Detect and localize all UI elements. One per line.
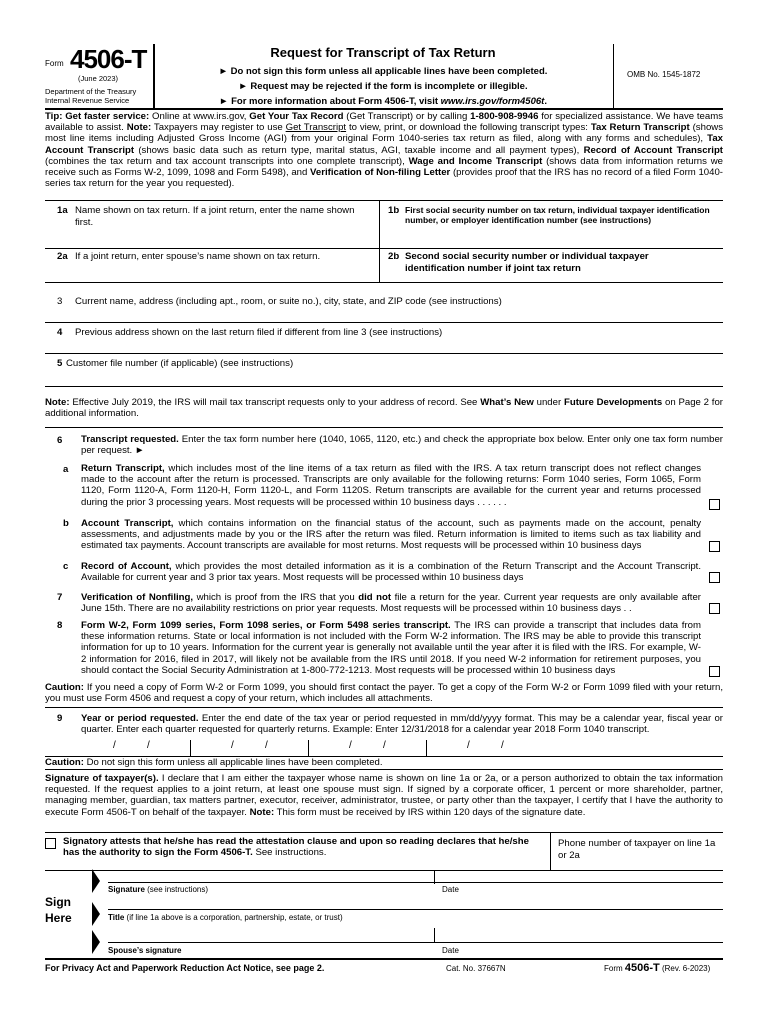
caution-do-not-sign: Caution: Do not sign this form unless all applicable lines have been completed.: [45, 757, 383, 768]
period-date-row: [81, 740, 561, 756]
line-6a-text: Return Transcript, which includes most of the line items of a tax return as filed with the IRS. A tax return transcript does not reflect changes made to the account after the return is processed. Transcripts are only available for the following returns: Form 1040 series, Form 1065, Form 1120, Form 1120-A, Form 1120-H, Form 1120-L, and Form 1120S. Return transcripts are available for the current year and returns processed during the prior 3 processing years. Most requests will be processed within 10 business days . . . . . .: [81, 463, 701, 508]
nonfiling-checkbox[interactable]: [709, 603, 720, 614]
taxpayer-date-field[interactable]: [436, 872, 723, 882]
period-date-1[interactable]: / /: [81, 740, 191, 756]
line-3-field[interactable]: [45, 308, 723, 322]
line-9-number: 9: [57, 713, 63, 724]
period-date-4[interactable]: / /: [467, 740, 504, 751]
caution-w2-copy: Caution: If you need a copy of Form W-2 or Form 1099, you should first contact the payer. To get a copy of the Form W-2 or Form 1099 filed with your return, you must use Form 4506 and request a copy of your return, which includes all attachments.: [45, 682, 723, 705]
line-2a-label: If a joint return, enter spouse’s name shown on tax return.: [75, 251, 321, 262]
date-label-2: Date: [442, 946, 459, 955]
sign-label: Sign: [45, 895, 71, 909]
spouse-signature-field[interactable]: [108, 930, 433, 942]
tax-form-number-input[interactable]: [215, 445, 515, 457]
line-6a-letter: a: [63, 464, 69, 475]
line-6b-letter: b: [63, 518, 69, 529]
bullet3-suffix: .: [544, 96, 547, 107]
line-7-number: 7: [57, 592, 63, 603]
signature-label: Signature (see instructions): [108, 885, 209, 894]
line-1b-number: 1b: [388, 205, 400, 216]
line-4-number: 4: [57, 327, 63, 338]
here-label: Here: [45, 911, 72, 925]
line-2b-number: 2b: [388, 251, 400, 262]
form-revision: (June 2023): [78, 74, 119, 83]
header-bullet-1: ► Do not sign this form unless all applicable lines have been completed.: [218, 66, 548, 77]
return-transcript-checkbox[interactable]: [709, 499, 720, 510]
catalog-number: Cat. No. 37667N: [446, 964, 506, 973]
form-label: Form: [45, 59, 64, 68]
irs-form-link[interactable]: www.irs.gov/form4506t: [440, 96, 545, 107]
phone-number-field[interactable]: [551, 862, 723, 870]
signature-declaration: Signature of taxpayer(s). I declare that I am either the taxpayer whose name is shown on line 1a or 2a, or a person authorized to obtain the tax information requested. If the request applies to a joint return, at least one spouse must sign. If signed by a corporate officer, 1 percent or more shareholder, partner, managing member, guardian, tax matters partner, executor, receiver, administrator, trustee, or party other than the taxpayer, I certify that I have the authority to execute Form 4506-T on behalf of the taxpayer. Note: This form must be received by IRS within 120 days of the signature date.: [45, 773, 723, 818]
privacy-notice: For Privacy Act and Paperwork Reduction Act Notice, see page 2.: [45, 963, 325, 973]
bullet3-text: ► For more information about Form 4506-T, visit: [219, 96, 441, 107]
title-field[interactable]: [108, 898, 723, 909]
line-3-label: Current name, address (including apt., room, or suite no.), city, state, and ZIP code (see instructions): [75, 296, 502, 307]
line-1a-label: Name shown on tax return. If a joint return, enter the name shown first.: [75, 205, 355, 228]
footer-form-number: Form 4506-T (Rev. 6-2023): [604, 962, 711, 974]
header-bullet-2: ► Request may be rejected if the form is incomplete or illegible.: [238, 81, 528, 92]
sign-arrow-2: [92, 902, 100, 926]
sign-arrow-1: [92, 869, 100, 893]
spouse-signature-label: Spouse’s signature: [108, 946, 182, 955]
attestation-checkbox[interactable]: [45, 838, 56, 849]
account-transcript-checkbox[interactable]: [709, 541, 720, 552]
date-label-1: Date: [442, 885, 459, 894]
line-5-label: Customer file number (if applicable) (see instructions): [66, 358, 294, 369]
record-of-account-checkbox[interactable]: [709, 572, 720, 583]
omb-number: OMB No. 1545-1872: [627, 70, 701, 79]
line-6c-letter: c: [63, 561, 69, 572]
spouse-date-field[interactable]: [436, 930, 723, 942]
service: Internal Revenue Service: [45, 96, 130, 105]
w2-1099-transcript-checkbox[interactable]: [709, 666, 720, 677]
line-1a-number: 1a: [57, 205, 68, 216]
line-3-number: 3: [57, 296, 63, 307]
line-4-label: Previous address shown on the last return filed if different from line 3 (see instructions): [75, 327, 443, 338]
phone-number-label: Phone number of taxpayer on line 1a or 2a: [558, 838, 716, 861]
department: Department of the Treasury: [45, 87, 137, 96]
line-1b-field[interactable]: [380, 228, 723, 248]
line-2b-label: Second social security number or individual taxpayer identification number if joint tax return: [405, 251, 649, 274]
line-2a-number: 2a: [57, 251, 68, 262]
line-9-text: Year or period requested. Enter the end date of the tax year or period requested in mm/dd/yyyy format. This may be a calendar year, fiscal year or quarter. Enter each quarter requested for quarterly returns. Example: Enter 12/31/2018 for a calendar year 2018 Form 1040 transcript.: [81, 713, 723, 736]
taxpayer-signature-field[interactable]: [108, 872, 433, 882]
period-date-3[interactable]: / /: [317, 740, 427, 756]
period-date-2[interactable]: / /: [199, 740, 309, 756]
line-5-number: 5: [57, 358, 63, 369]
line-5-field[interactable]: [45, 370, 723, 386]
line-6b-text: Account Transcript, which contains information on the financial status of the account, such as payments made on the account, penalty assessments, and adjustments made by you or the IRS after the return was filed. Return information is limited to items such as tax liability and estimated tax payments. Account transcripts are available for most returns. Most requests will be processed within 10 business days: [81, 518, 702, 552]
line-1b-label: First social security number on tax return, individual taxpayer identification number, or employer identification number (see instructions): [405, 205, 710, 226]
line-8-text: Form W-2, Form 1099 series, Form 1098 series, or Form 5498 series transcript. The IRS can provide a transcript that includes data from these information returns. State or local information is not included with the Form W-2 information. The IRS may be able to provide this transcript information for up to 10 years. Information for the current year is generally not available until the year after it is filed with the IRS. For example, W-2 information for 2016, filed in 2017, will likely not be available from the IRS until 2018. If you need W-2 information for retirement purposes, you should contact the Social Security Administration at 1-800-772-1213. Most requests will be processed within 10 business days: [81, 620, 701, 676]
line-7-text: Verification of Nonfiling, which is proof from the IRS that you did not file a return for the year. Current year requests are only available after June 15th. There are no availability restrictions on prior year requests. Most requests will be processed within 10 business days . .: [81, 592, 702, 615]
note-address-of-record: Note: Effective July 2019, the IRS will mail tax transcript requests only to your address of record. See What’s New under Future Developments on Page 2 for additional information.: [45, 397, 724, 420]
get-transcript-link[interactable]: Get Transcript: [285, 122, 347, 134]
form-number: 4506-T: [70, 44, 147, 74]
header-bullet-3: [153, 96, 613, 107]
line-2a-field[interactable]: [45, 264, 379, 282]
line-6c-text: Record of Account, which provides the most detailed information as it is a combination of the Return Transcript and the Account Transcript. Available for current year and 3 prior tax years. Most requests will be processed within 10 business days: [81, 561, 702, 584]
title-label: Title (if line 1a above is a corporation, partnership, estate, or trust): [108, 913, 343, 922]
line-1a-field[interactable]: [45, 228, 379, 248]
line-6-number: 6: [57, 435, 63, 446]
form-title: Request for Transcript of Tax Return: [270, 45, 496, 60]
attestation-text: Signatory attests that he/she has read the attestation clause and upon so reading declares that he/she has the authority to sign the Form 4506-T. See instructions.: [63, 836, 529, 859]
line-6-text: Transcript requested. Enter the tax form number here (1040, 1065, 1120, etc.) and check the appropriate box below. Enter only one tax form number per request. ►: [81, 434, 723, 457]
sign-arrow-3: [92, 930, 100, 954]
line-4-field[interactable]: [45, 339, 723, 353]
line-8-number: 8: [57, 620, 63, 631]
line-2b-field[interactable]: [380, 274, 723, 282]
tip-paragraph: Tip: Get faster service: Online at www.irs.gov, Get Your Tax Record (Get Transcript) or by calling 1-800-908-9946 for specialized assistance. We have teams available to assist. Note: Taxpayers may register to use Get Transcript to view, print, or download the following transcript types: Tax Return Transcript (shows most line items including Adjusted Gross Income (AGI) from your original Form 1040-series tax return as filed, along with any forms and schedules), Tax Account Transcript (shows basic data such as return type, marital status, AGI, taxable income and all payment types), Record of Account Transcript (combines the tax return and tax account transcripts into one complete transcript), Wage and Income Transcript (shows data from information returns we receive such as Forms W-2, 1099, 1098 and Form 5498), and Verification of Non-filing Letter (provides proof that the IRS has no record of a filed Form 1040-series tax return for the year you requested).: [45, 111, 724, 190]
